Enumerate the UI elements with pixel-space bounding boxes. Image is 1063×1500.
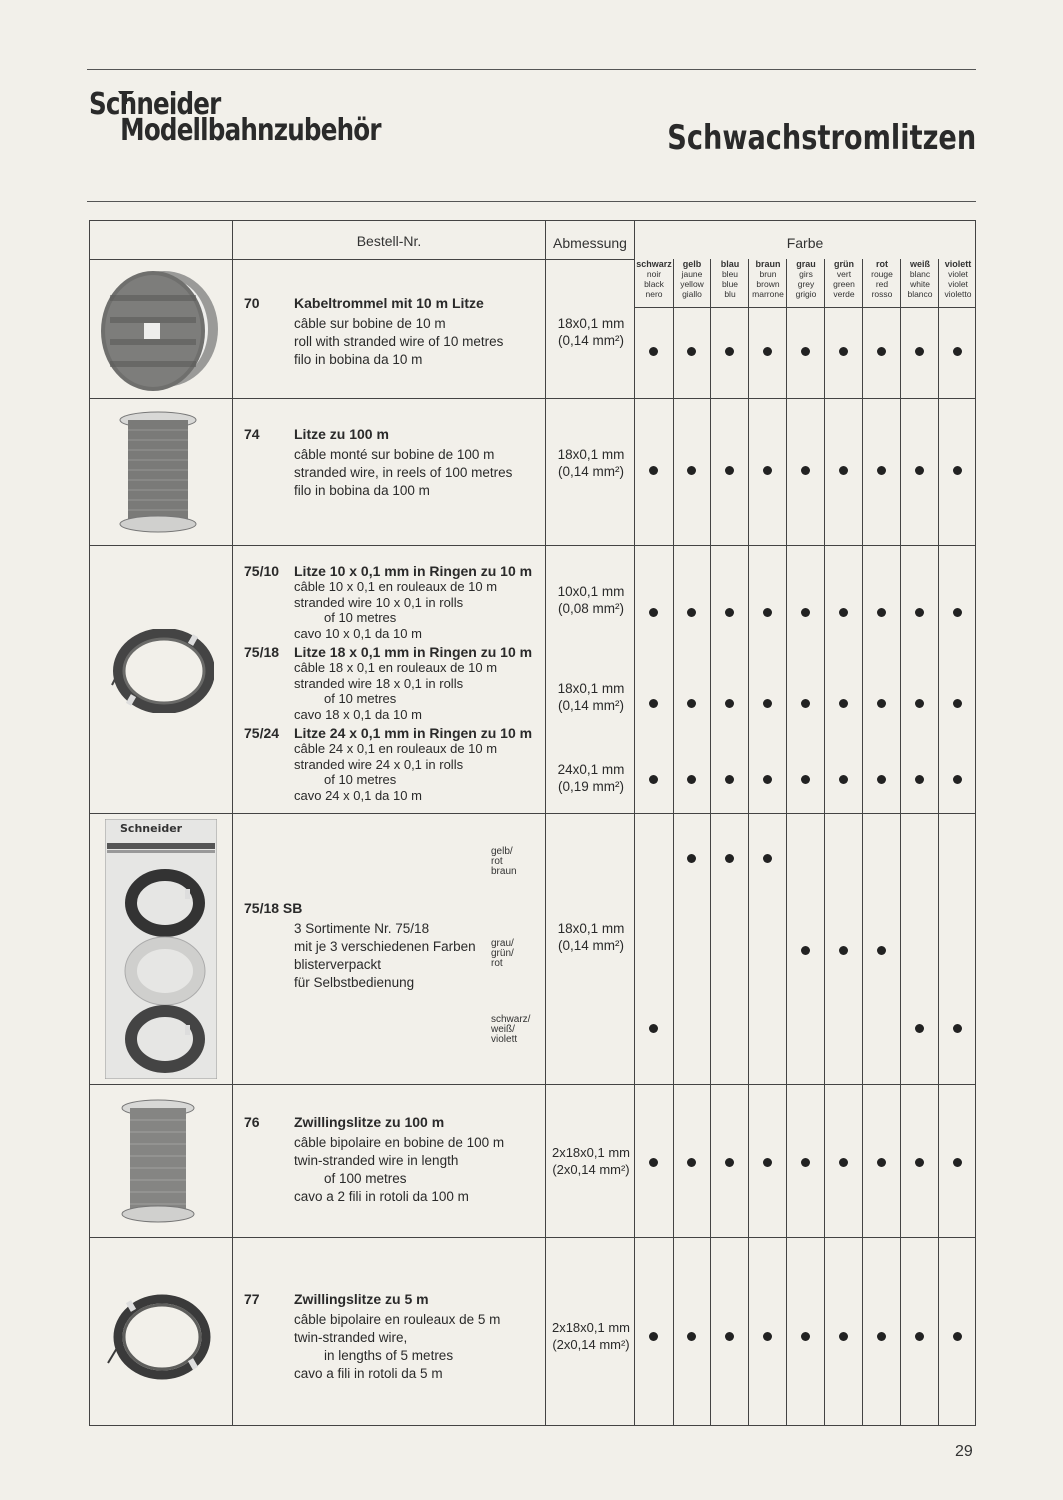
- product-description: câble 18 x 0,1 en rouleaux de 10 m stranded wire 18 x 0,1 in rolls of 10 metres cavo 18 x 0,1 da 10 m: [294, 660, 498, 722]
- product-row-75-rings: [90, 545, 975, 813]
- availability-dot-red: [877, 466, 886, 475]
- availability-dot-red: [877, 1332, 886, 1341]
- availability-dot-red: [877, 946, 886, 955]
- brand-line1: Schneider: [89, 87, 221, 122]
- product-description: câble bipolaire en rouleaux de 5 m twin-stranded wire, in lengths of 5 metres cavo a fili in rotoli da 5 m: [294, 1312, 501, 1381]
- product-description: câble bipolaire en bobine de 100 m twin-stranded wire in length of 100 metres cavo a 2 fili in rotoli da 100 m: [294, 1135, 505, 1204]
- blister-card-brand: Schneider: [120, 822, 183, 835]
- product-description: câble 10 x 0,1 en rouleaux de 10 m stranded wire 10 x 0,1 in rolls of 10 metres cavo 10 x 0,1 da 10 m: [294, 579, 498, 641]
- availability-dot-violet: [953, 466, 962, 475]
- product-row-74: [90, 398, 975, 545]
- product-description: 3 Sortimente Nr. 75/18 mit je 3 verschiedenen Farben blisterverpackt für Selbstbedienung: [294, 921, 476, 990]
- product-table: [89, 220, 976, 1426]
- order-number: 75/18 SB: [244, 900, 303, 916]
- availability-dot-white: [915, 608, 924, 617]
- availability-dot-blue: [725, 775, 734, 784]
- availability-dot-violet: [953, 1332, 962, 1341]
- product-title: Zwillingslitze zu 5 m: [294, 1291, 429, 1307]
- dimension: 24x0,1 mm (0,19 mm²): [557, 762, 625, 794]
- availability-dot-white: [915, 1158, 924, 1167]
- availability-dot-violet: [953, 775, 962, 784]
- product-row-70: [90, 259, 975, 398]
- availability-dot-green: [839, 946, 848, 955]
- order-number: 76: [244, 1114, 260, 1130]
- dimension: 10x0,1 mm (0,08 mm²): [557, 584, 625, 616]
- header-color: Farbe: [786, 235, 824, 251]
- availability-dot-green: [839, 1332, 848, 1341]
- blister-pack-image: [105, 819, 217, 1079]
- availability-dot-violet: [953, 347, 962, 356]
- availability-dot-brown: [763, 854, 772, 863]
- availability-dot-violet: [953, 608, 962, 617]
- product-title: Litze 10 x 0,1 mm in Ringen zu 10 m: [294, 563, 533, 579]
- availability-dot-yellow: [687, 608, 696, 617]
- availability-dot-grey: [801, 699, 810, 708]
- color-col-grey: grau girs grey grigio: [795, 259, 817, 299]
- availability-dot-red: [877, 608, 886, 617]
- product-title: Zwillingslitze zu 100 m: [294, 1114, 445, 1130]
- top-rule: [87, 69, 976, 70]
- dimension: 18x0,1 mm (0,14 mm²): [557, 316, 625, 348]
- brand-line2: Modellbahnzubehör: [120, 113, 381, 148]
- availability-dot-green: [839, 466, 848, 475]
- header-dimension: Abmessung: [553, 235, 627, 251]
- page-title: Schwachstromlitzen: [667, 118, 976, 158]
- availability-dot-grey: [801, 1332, 810, 1341]
- availability-dot-brown: [763, 1332, 772, 1341]
- availability-dot-black: [649, 1158, 658, 1167]
- availability-dot-brown: [763, 466, 772, 475]
- availability-dot-grey: [801, 466, 810, 475]
- color-group-1-label: gelb/ rot braun: [491, 846, 517, 877]
- availability-dot-red: [877, 775, 886, 784]
- dimension: 2x18x0,1 mm (2x0,14 mm²): [551, 1145, 631, 1177]
- product-description: câble monté sur bobine de 100 m stranded wire, in reels of 100 metres filo in bobina da 100 m: [294, 447, 513, 498]
- availability-dot-grey: [801, 946, 810, 955]
- availability-dot-yellow: [687, 1158, 696, 1167]
- order-number: 77: [244, 1291, 260, 1307]
- availability-dot-black: [649, 347, 658, 356]
- availability-dot-brown: [763, 775, 772, 784]
- availability-dot-yellow: [687, 775, 696, 784]
- availability-dot-blue: [725, 699, 734, 708]
- availability-dot-blue: [725, 1332, 734, 1341]
- dimension: 18x0,1 mm (0,14 mm²): [557, 921, 625, 953]
- order-number: 75/24: [244, 725, 280, 741]
- color-group-2-label: grau/ grün/ rot: [491, 938, 514, 969]
- availability-dot-grey: [801, 608, 810, 617]
- product-title: Litze 24 x 0,1 mm in Ringen zu 10 m: [294, 725, 533, 741]
- wire-spool-image: [116, 410, 200, 534]
- wire-ring-image: [110, 629, 214, 713]
- availability-dot-black: [649, 1332, 658, 1341]
- availability-dot-brown: [763, 347, 772, 356]
- product-row-77: [90, 1237, 975, 1425]
- availability-dot-grey: [801, 1158, 810, 1167]
- availability-dot-red: [877, 1158, 886, 1167]
- availability-dot-brown: [763, 699, 772, 708]
- product-description: câble 24 x 0,1 en rouleaux de 10 m stranded wire 24 x 0,1 in rolls of 10 metres cavo 24 x 0,1 da 10 m: [294, 741, 498, 803]
- availability-dot-red: [877, 699, 886, 708]
- product-title: Litze 18 x 0,1 mm in Ringen zu 10 m: [294, 644, 533, 660]
- brand-logo: [89, 87, 381, 148]
- availability-dot-green: [839, 699, 848, 708]
- availability-dot-black: [649, 775, 658, 784]
- availability-dot-blue: [725, 854, 734, 863]
- dimension: 18x0,1 mm (0,14 mm²): [557, 447, 625, 479]
- availability-dot-yellow: [687, 347, 696, 356]
- availability-dot-blue: [725, 347, 734, 356]
- product-description: câble sur bobine de 10 m roll with stranded wire of 10 metres filo in bobina da 10 m: [294, 316, 504, 367]
- product-row-75-18-sb: [90, 813, 975, 1084]
- color-col-white: weiß blanc white blanco: [907, 259, 933, 299]
- twin-wire-spool-image: [118, 1098, 198, 1224]
- product-title: Litze zu 100 m: [294, 426, 389, 442]
- page-number: 29: [955, 1443, 973, 1460]
- availability-dot-white: [915, 699, 924, 708]
- availability-dot-green: [839, 347, 848, 356]
- order-number: 75/10: [244, 563, 280, 579]
- color-col-blue: blau bleu blue blu: [720, 259, 740, 299]
- color-col-red: rot rouge red rosso: [871, 259, 893, 299]
- availability-dot-violet: [953, 1158, 962, 1167]
- product-title: Kabeltrommel mit 10 m Litze: [294, 295, 484, 311]
- availability-dot-blue: [725, 608, 734, 617]
- color-col-green: grün vert green verde: [833, 259, 855, 299]
- availability-dot-yellow: [687, 466, 696, 475]
- availability-dot-green: [839, 1158, 848, 1167]
- availability-dot-black: [649, 699, 658, 708]
- availability-dot-brown: [763, 1158, 772, 1167]
- availability-dot-yellow: [687, 1332, 696, 1341]
- availability-dot-blue: [725, 1158, 734, 1167]
- header-rule: [87, 201, 976, 202]
- availability-dot-grey: [801, 347, 810, 356]
- color-col-yellow: gelb jaune yellow giallo: [680, 259, 704, 299]
- product-row-76: [90, 1084, 975, 1237]
- availability-dot-yellow: [687, 854, 696, 863]
- color-group-3-label: schwarz/ weiß/ violett: [491, 1014, 531, 1045]
- availability-dot-violet: [953, 1024, 962, 1033]
- availability-dot-red: [877, 347, 886, 356]
- order-number: 70: [244, 295, 260, 311]
- availability-dot-black: [649, 608, 658, 617]
- twin-wire-ring-image: [106, 1293, 212, 1381]
- cable-drum-image: [98, 265, 220, 395]
- color-col-brown: braun brun brown marrone: [752, 259, 784, 299]
- availability-dot-white: [915, 466, 924, 475]
- color-col-black: schwarz noir black nero: [636, 259, 672, 299]
- availability-dot-yellow: [687, 699, 696, 708]
- order-number: 75/18: [244, 644, 280, 660]
- availability-dot-white: [915, 1024, 924, 1033]
- availability-dot-black: [649, 1024, 658, 1033]
- color-col-violet: violett violet violet violetto: [944, 259, 972, 299]
- availability-dot-violet: [953, 699, 962, 708]
- availability-dot-black: [649, 466, 658, 475]
- availability-dot-white: [915, 1332, 924, 1341]
- dimension: 2x18x0,1 mm (2x0,14 mm²): [551, 1320, 631, 1352]
- availability-dot-white: [915, 347, 924, 356]
- availability-dot-grey: [801, 775, 810, 784]
- availability-dot-green: [839, 608, 848, 617]
- availability-dot-blue: [725, 466, 734, 475]
- header-order-number: Bestell-Nr.: [356, 233, 422, 249]
- availability-dot-green: [839, 775, 848, 784]
- availability-dot-brown: [763, 608, 772, 617]
- order-number: 74: [244, 426, 260, 442]
- dimension: 18x0,1 mm (0,14 mm²): [557, 681, 625, 713]
- availability-dot-white: [915, 775, 924, 784]
